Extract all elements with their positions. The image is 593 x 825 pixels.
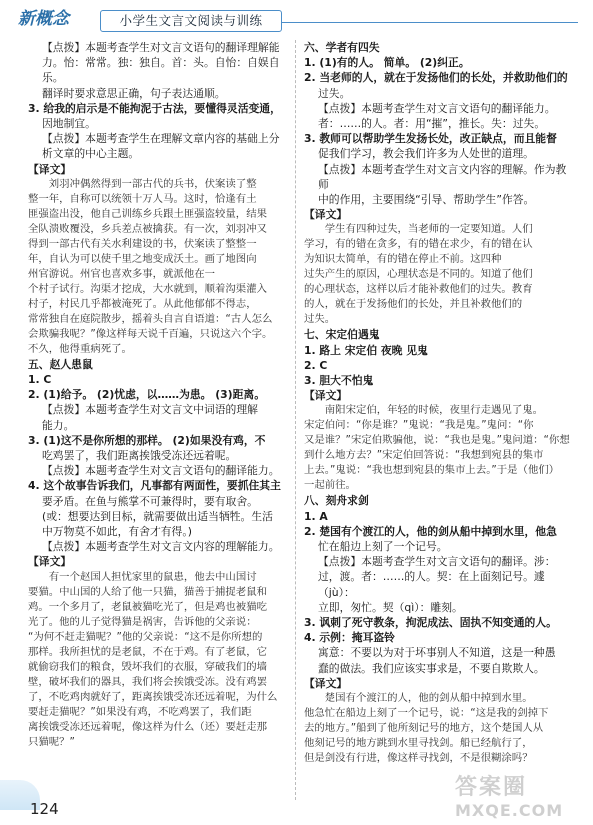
left-line: 整一年，自称可以统领十万人马。这时，恰逢有土 [28,192,257,205]
right-line: 4. 示例：掩耳盗铃 [304,631,395,645]
right-line: 1. (1)有的人。 简单。 (2)纠正。 [304,56,470,70]
right-line: 1. 路上 宋定伯 夜晚 见鬼 [304,343,428,357]
right-line: 到什么地方去？”宋定伯回答说：“我想到宛县的集市 [304,449,544,462]
left-line: 全队溃败覆没，乡兵差点被擒获。有一次，刘羽冲又 [28,222,267,235]
left-line: 就偷窃我们的粮食，毁坏我们的衣服，穿破我们的墙 [28,660,267,673]
right-line: 3. 讽刺了死守教条，拘泥成法、固执不知变通的人。 [304,616,557,630]
right-line: 忙在船边上刻了一个记号。 [318,540,448,554]
right-line: 中的作用，主要围绕“引导、帮助学生”作答。 [318,193,535,207]
left-line: 翻译时要求意思正确，句子表达通顺。 [42,86,226,100]
left-line: 力。怡：常常。独：独自。首：头。自怡：自娱自乐。 [42,56,280,85]
right-line: 八、刻舟求剑 [304,494,369,508]
left-line: 【点拨】本题考查学生对文言文内容的理解能力。 [42,540,280,554]
right-line: 【译文】 [304,676,348,690]
right-line: 过失产生的原因，心理状态是不同的。知道了他们 [304,268,533,281]
right-line: 宋定伯问：“你是谁？”鬼说：“我是鬼。”鬼问：“你 [304,419,534,432]
right-line: 过，渡。者：……的人。契：在上面刻记号。遽（jù）： [318,570,545,599]
right-line: 又是谁？”宋定伯欺骗他，说：“我也是鬼。”鬼问道：“你想 [304,434,570,447]
left-line: 村子，村民几乎都被淹死了。从此他郁郁不得志， [28,297,257,310]
right-line: 的人，就在于发扬他们的长处，并且补救他们的 [304,298,523,311]
right-line: 学生有四种过失，当老师的一定要知道。人们 [324,223,533,236]
left-line: 匪强盗出没，他自己训练乡兵跟土匪强盗较量，结果 [28,207,267,220]
left-line: 鸡。一个多月了，老鼠被猫吃光了，但是鸡也被猫吃 [28,600,267,613]
right-line: 2. 当老师的人，就在于发扬他们的长处，并救助他们的 [304,71,568,85]
left-line: 1. C [28,373,52,387]
right-line: 寓意：不要以为对于坏事别人不知道，这是一种愚 [318,646,556,660]
right-line: 上去。”鬼说：“我也想到宛县的集市上去。”于是（他们） [304,464,560,477]
right-line: 2. 楚国有个渡江的人，他的剑从船中掉到水里，他急 [304,524,557,538]
left-line: 年，自认为可以使千里之地变成沃土。画了地图向 [28,252,257,265]
right-line: 过失。 [318,86,351,100]
right-line: 3. 教师可以帮助学生发扬长处，改正缺点，而且能督 [304,132,557,146]
right-line: 2. C [304,358,328,372]
right-line: 促我们学习，教会我们许多为人处世的道理。 [318,147,534,161]
left-line: 会欺骗我呢？”像这样每天说千百遍，只说这六个字。 [28,327,273,340]
left-line: (或：想要达到目标，就需要做出适当牺牲。生活 [42,509,273,523]
right-line: 过失。 [304,313,336,326]
left-column [28,40,292,750]
left-line: 不久，他得重病死了。 [28,342,132,355]
left-line: 五、赵人患鼠 [28,357,93,371]
left-line: 因地制宜。 [42,117,96,131]
left-line: 吃鸡罢了，我们距离挨饿受冻还远着呢。 [42,449,237,463]
page-header [0,0,593,40]
left-line: 4. 这个故事告诉我们，凡事都有两面性，要抓住其主 [28,479,281,493]
right-line: 立即，匆忙。契（qì）：雕刻。 [318,600,463,614]
header-rule [282,22,578,23]
left-line: 要猫。中山国的人给了他一只猫，猫善于捕捉老鼠和 [28,585,267,598]
left-line: 那样。我所担忧的是老鼠，不在于鸡。有了老鼠，它 [28,645,267,658]
left-line: 有一个赵国人担忧家里的鼠患，他去中山国讨 [48,570,257,583]
book-title: 小学生文言文阅读与训练 [100,10,282,32]
left-line: “为何不赶走猫呢？”他的父亲说：“这不是你所想的 [28,630,263,643]
right-line: 南阳宋定伯，年轻的时候，夜里行走遇见了鬼。 [324,404,543,417]
right-line: 但是剑没有行进，像这样寻找剑，不是很糊涂吗？ [304,752,533,765]
watermark-title: 答案圈 [455,775,528,800]
right-line: 的心理状态，这样以后才能补救他们的过失。教育 [304,283,533,296]
right-line: 【译文】 [304,389,348,403]
left-line: 析文章的中心主题。 [42,147,140,161]
left-line: 只猫呢？” [28,735,75,748]
right-line: 【点拨】本题考查学生对文言文内容的理解。作为教师 [318,162,567,191]
right-column [304,40,574,766]
left-line: 常常独自在庭院散步，摇着头自言自语道：“古人怎么 [28,312,273,325]
right-line: 者：……的人。者：用“摧”，推长。失：过失。 [318,117,546,131]
left-line: 【点拨】本题考查学生对文言文中词语的理解 [42,403,258,417]
left-line: 要赶走猫呢？”如果没有鸡，不吃鸡罢了，我们距 [28,705,252,718]
right-line: 为知识太简单，有的错在停止不前。这四种 [304,253,502,266]
left-line: 壁，破坏我们的器具，我们将会挨饿受冻。没有鸡罢 [28,675,267,688]
left-line: 【点拨】本题考查学生对文言文语句的翻译能力。 [42,464,280,478]
left-line: 州官游说。州官也喜欢多事，就派他在一 [28,267,216,280]
left-line: 离挨饿受冻还远着呢，像这样为什么（还）要赶走那 [28,720,267,733]
left-line: 能力。 [42,418,75,432]
right-line: 蠢的做法。我们应该实事求是，不要自欺欺人。 [318,661,545,675]
left-line: 中万物莫不如此，有舍才有得。) [42,525,192,539]
right-line: 学习，有的错在贪多，有的错在求少，有的错在认 [304,238,533,251]
left-line: 【点拨】本题考查学生对文言文语句的翻译理解能 [42,41,280,54]
right-line: 1. A [304,509,328,523]
watermark-url: MXQE.COM [455,801,564,820]
right-line: 一起前往。 [304,479,356,492]
right-line: 七、宋定伯遇鬼 [304,328,380,342]
right-line: 【点拨】本题考查学生对文言文语句的翻译能力。 [318,101,556,115]
right-line: 六、学者有四失 [304,41,380,54]
right-line: 他急忙在船边上刻了一个记号，说：“这是我的剑掉下 [304,707,549,720]
right-line: 去的地方。”船到了他所刻记号的地方，这个楚国人从 [304,722,544,735]
left-line: 光了。他的儿子觉得猫是祸害，告诉他的父亲说： [28,615,257,628]
left-line: 3. 给我的启示是不能拘泥于古法，要懂得灵活变通， [28,101,281,115]
left-line: 得到一部古代有关水利建设的书，伏案读了整整一 [28,237,257,250]
series-logo: 新概念 [18,9,69,29]
right-line: 【译文】 [304,208,348,222]
left-line: 要矛盾。在鱼与熊掌不可兼得时，要有取舍。 [42,494,258,508]
right-line: 【点拨】本题考查学生对文言文语句的翻译。涉： [318,555,556,569]
left-line: 【译文】 [28,555,72,569]
right-line: 他刻记号的地方跳到水里寻找剑。船已经航行了， [304,737,533,750]
left-line: 2. (1)给予。 (2)忧虑，以……为患。 (3)距离。 [28,388,265,402]
left-line: 3. (1)这不是你所想的那样。 (2)如果没有鸡，不 [28,433,266,447]
left-line: 个村子试行。沟渠才挖成，大水就到，顺着沟渠灌入 [28,282,267,295]
left-line: 了，不吃鸡肉就好了，距离挨饿受冻还远着呢，为什么 [28,690,278,703]
page-number: 124 [30,800,59,818]
column-divider [295,40,296,800]
left-line: 【点拨】本题考查学生在理解文章内容的基础上分 [42,132,280,146]
right-line: 楚国有个渡江的人，他的剑从船中掉到水里。 [324,692,533,705]
watermark [455,770,585,822]
left-line: 【译文】 [28,162,72,176]
right-line: 3. 胆大不怕鬼 [304,374,374,388]
left-line: 刘羽冲偶然得到一部古代的兵书，伏案读了整 [48,177,257,190]
